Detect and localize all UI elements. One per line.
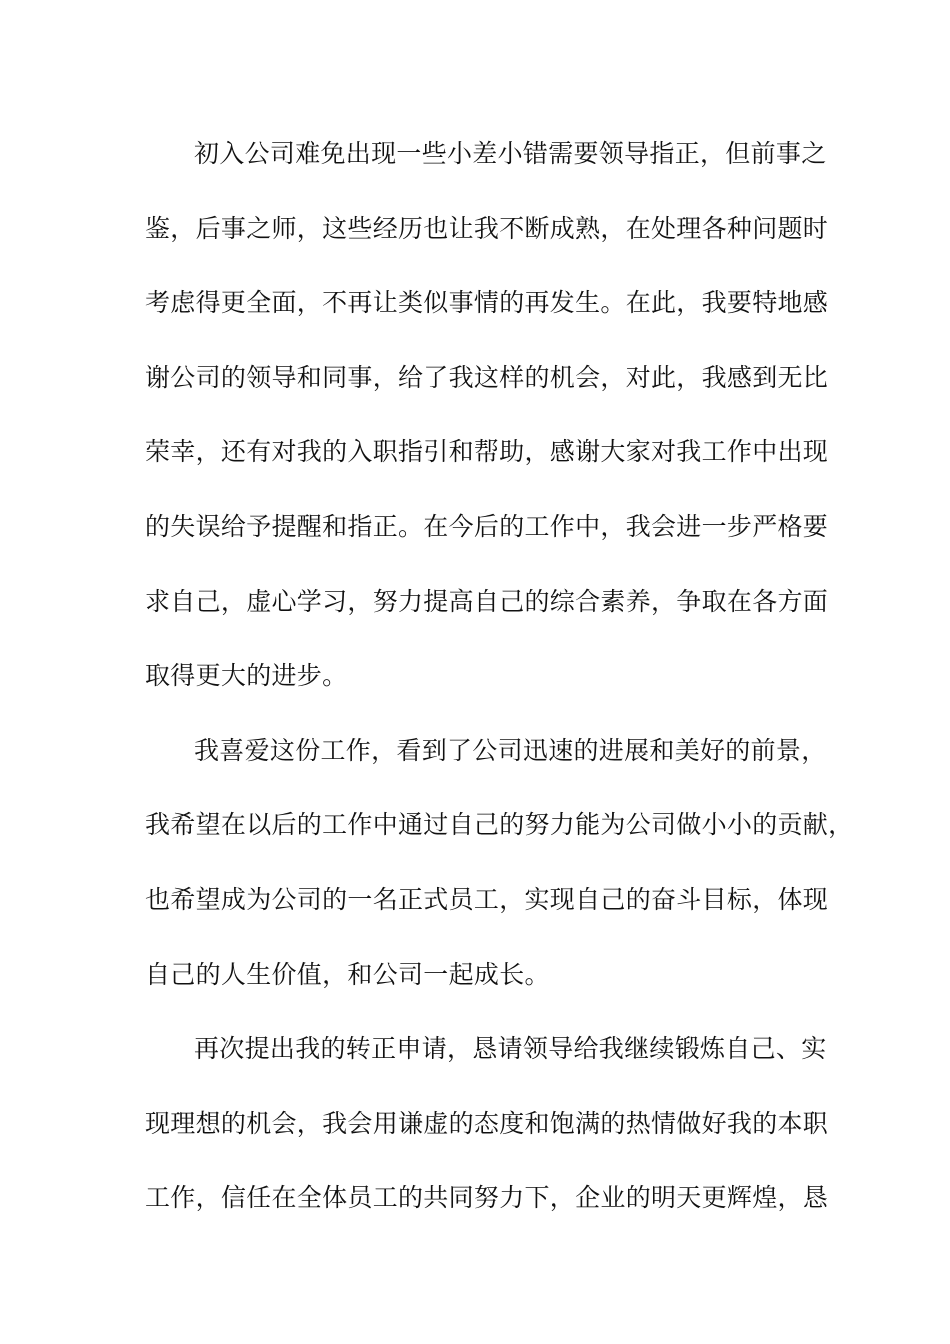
paragraph-line: 荣幸，还有对我的入职指引和帮助，感谢大家对我工作中出现: [145, 437, 829, 467]
paragraph-line: 初入公司难免出现一些小差小错需要领导指正，但前事之: [194, 139, 827, 168]
paragraph-line: 也希望成为公司的一名正式员工，实现自己的奋斗目标，体现: [145, 884, 829, 914]
paragraph-line: 取得更大的进步。: [145, 661, 348, 691]
paragraph-line: 现理想的机会，我会用谦虚的态度和饱满的热情做好我的本职: [145, 1108, 829, 1138]
paragraph-line: 工作，信任在全体员工的共同努力下，企业的明天更辉煌，恳: [145, 1183, 829, 1213]
paragraph-line: 考虑得更全面，不再让类似事情的再发生。在此，我要特地感: [145, 288, 829, 318]
document-body: [145, 131, 854, 1250]
paragraph-line: 自己的人生价值，和公司一起成长。: [145, 959, 550, 989]
paragraph-3: [145, 1026, 835, 1250]
paragraph-line: 我喜爱这份工作，看到了公司迅速的进展和美好的前景，: [194, 735, 827, 765]
paragraph-line: 求自己，虚心学习，努力提高自己的综合素养，争取在各方面: [145, 586, 829, 616]
paragraph-line: 我希望在以后的工作中通过自己的努力能为公司做小小的贡献，: [145, 810, 854, 840]
paragraph-line: 鉴，后事之师，这些经历也让我不断成熟，在处理各种问题时: [145, 213, 829, 243]
paragraph-line: 再次提出我的转正申请，恳请领导给我继续锻炼自己、实: [194, 1034, 827, 1064]
paragraph-line: 谢公司的领导和同事，给了我这样的机会，对此，我感到无比: [145, 362, 829, 392]
paragraph-line: 的失误给予提醒和指正。在今后的工作中，我会进一步严格要: [145, 511, 829, 541]
paragraph-2: [145, 728, 854, 1026]
paragraph-1: [145, 131, 835, 728]
